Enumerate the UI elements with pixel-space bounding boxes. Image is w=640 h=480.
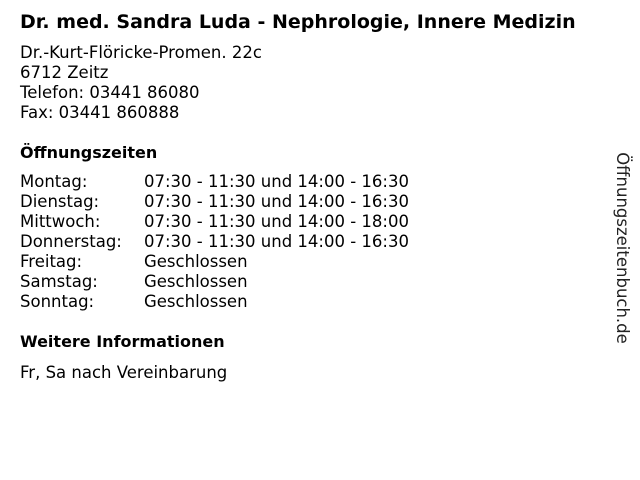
table-row <box>20 172 409 192</box>
content <box>20 10 610 383</box>
further-info-text: Fr, Sa nach Vereinbarung <box>20 363 228 382</box>
source-watermark: Öffnungszeitenbuch.de <box>613 152 632 344</box>
address-street: Dr.-Kurt-Flöricke-Promen. 22c <box>20 43 262 62</box>
phone-number: Telefon: 03441 86080 <box>20 83 200 102</box>
table-row <box>20 252 409 272</box>
day-times: 07:30 - 11:30 und 14:00 - 16:30 <box>144 232 409 251</box>
day-label: Freitag: <box>20 252 83 271</box>
day-label: Dienstag: <box>20 192 100 211</box>
table-row <box>20 212 409 232</box>
table-row <box>20 292 409 312</box>
table-row <box>20 192 409 212</box>
day-times: 07:30 - 11:30 und 14:00 - 18:00 <box>144 212 409 231</box>
day-times: 07:30 - 11:30 und 14:00 - 16:30 <box>144 172 409 191</box>
address-block <box>20 43 610 123</box>
table-row <box>20 232 409 252</box>
day-label: Donnerstag: <box>20 232 122 251</box>
day-label: Mittwoch: <box>20 212 101 231</box>
opening-hours-table <box>20 172 409 312</box>
day-label: Samstag: <box>20 272 98 291</box>
day-times: Geschlossen <box>144 272 248 291</box>
day-label: Montag: <box>20 172 88 191</box>
opening-hours-heading: Öffnungszeiten <box>20 143 158 162</box>
day-times: 07:30 - 11:30 und 14:00 - 16:30 <box>144 192 409 211</box>
day-times: Geschlossen <box>144 252 248 271</box>
further-info-heading: Weitere Informationen <box>20 332 225 351</box>
table-row <box>20 272 409 292</box>
page-title: Dr. med. Sandra Luda - Nephrologie, Innere Medizin <box>20 11 576 33</box>
fax-number: Fax: 03441 860888 <box>20 103 180 122</box>
day-label: Sonntag: <box>20 292 95 311</box>
day-times: Geschlossen <box>144 292 248 311</box>
address-city: 6712 Zeitz <box>20 63 109 82</box>
